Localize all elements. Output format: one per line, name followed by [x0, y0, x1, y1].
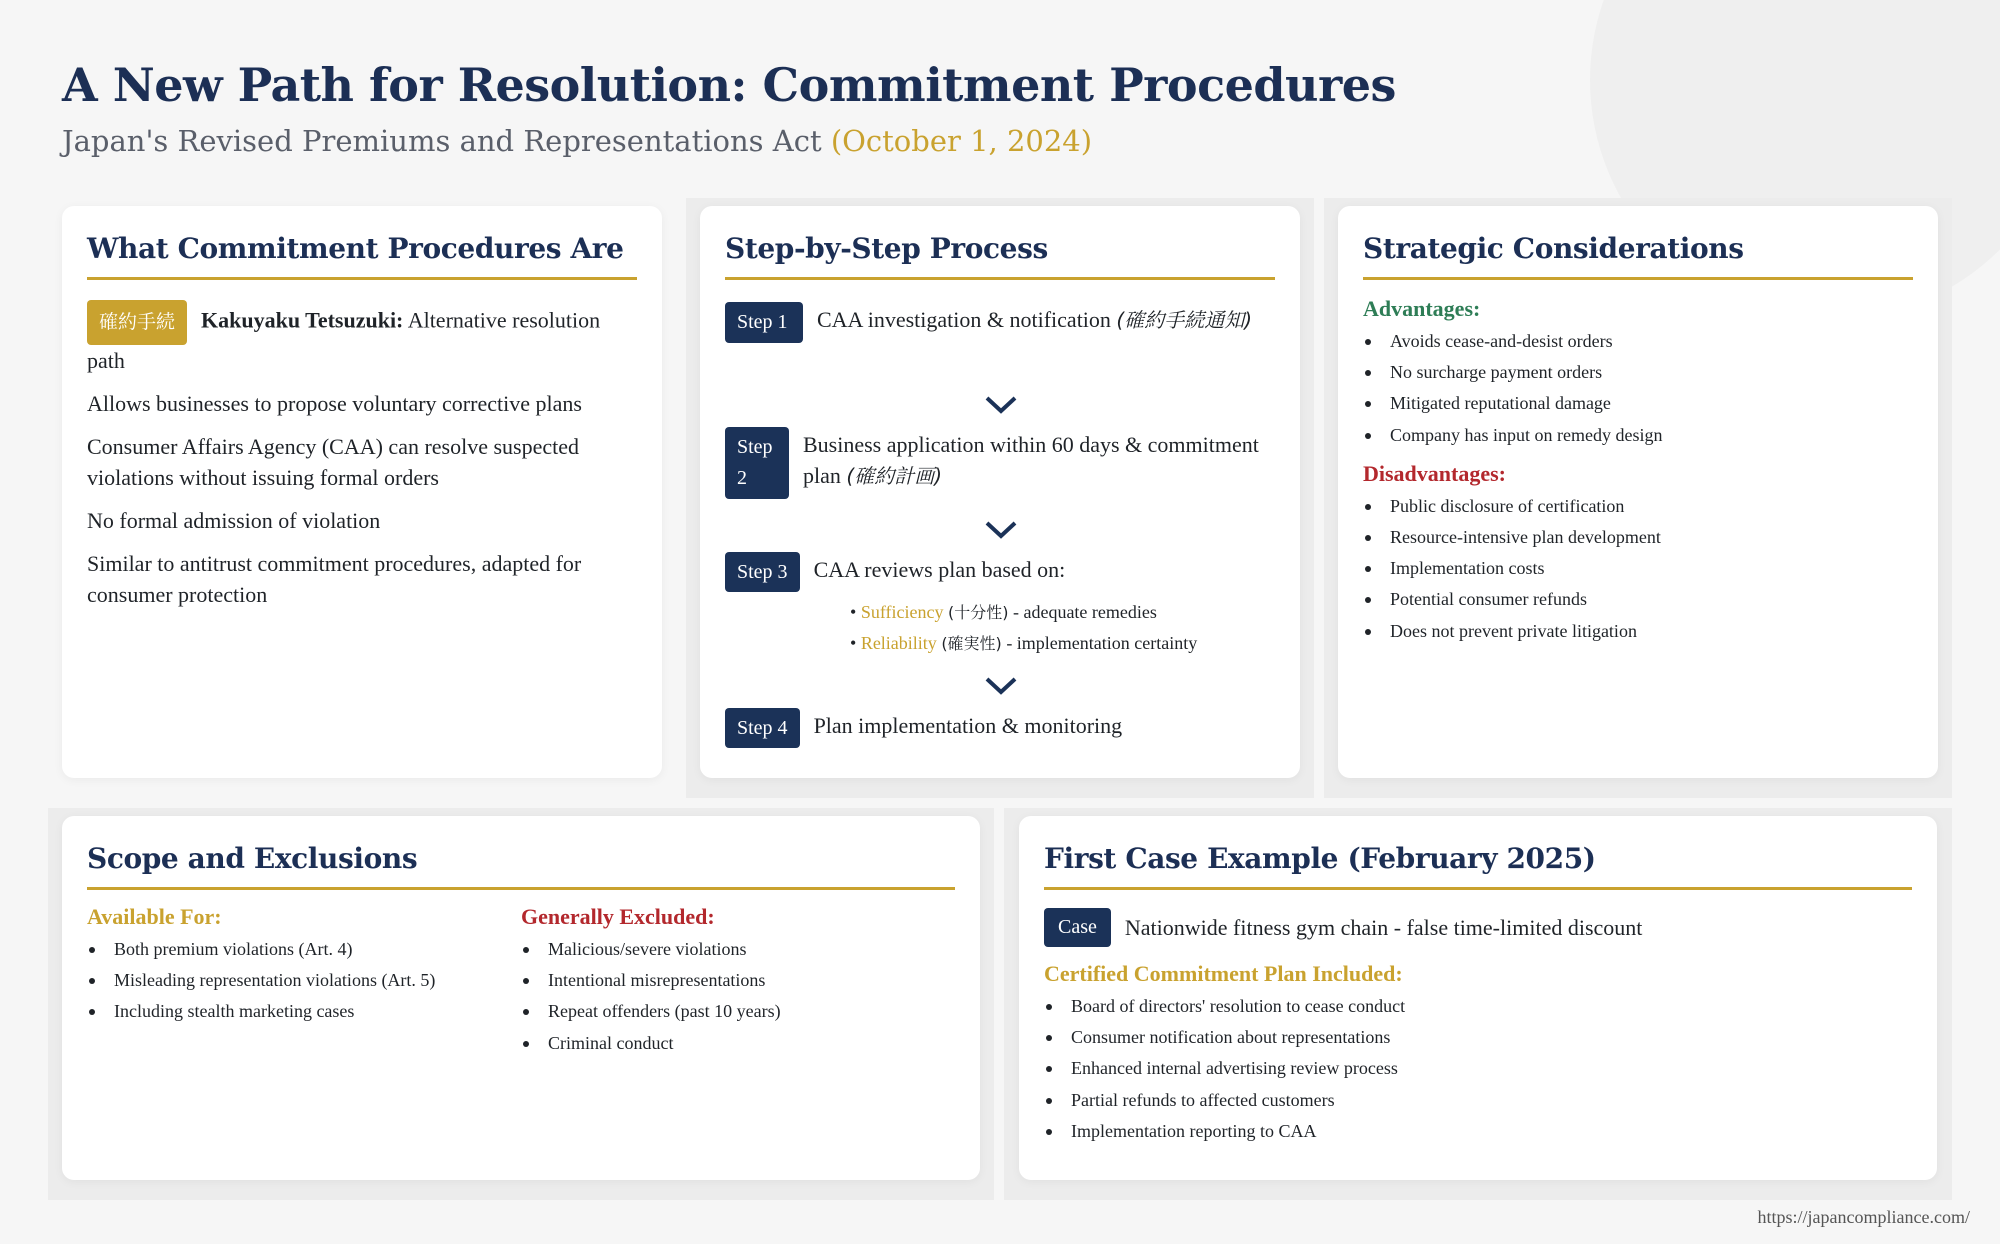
available-list — [87, 934, 521, 1028]
step-1-badge: Step 1 — [725, 302, 803, 343]
step-2-desc: Business application within 60 days & commitment plan — [803, 432, 1259, 488]
strategy-heading: Strategic Considerations — [1363, 232, 1913, 280]
list-item: Does not prevent private litigation — [1363, 616, 1913, 647]
criterion-1-desc: - adequate remedies — [1012, 602, 1157, 622]
step-2-text — [803, 429, 1275, 492]
available-column — [87, 904, 521, 1059]
list-item: Intentional misrepresentations — [521, 965, 955, 996]
case-card — [1019, 816, 1937, 1180]
list-item: Implementation reporting to CAA — [1044, 1116, 1912, 1147]
advantages-label: Advantages: — [1363, 296, 1481, 321]
chevron-down-icon — [983, 394, 1019, 416]
list-item: Consumer notification about representations — [1044, 1022, 1912, 1053]
step-2 — [725, 427, 1275, 499]
what-point-2: Consumer Affairs Agency (CAA) can resolve suspected violations without issuing formal orders — [87, 434, 580, 490]
list-item: Implementation costs — [1363, 553, 1913, 584]
case-badge: Case — [1044, 908, 1111, 947]
step-1-desc: CAA investigation & notification — [817, 307, 1111, 332]
list-item: Public disclosure of certification — [1363, 491, 1913, 522]
step-4-badge: Step 4 — [725, 708, 800, 748]
disadvantages-label: Disadvantages: — [1363, 460, 1507, 486]
list-item: Both premium violations (Art. 4) — [87, 934, 521, 965]
criterion-2-name: Reliability — [860, 633, 937, 653]
list-item: Including stealth marketing cases — [87, 996, 521, 1027]
list-item: Repeat offenders (past 10 years) — [521, 996, 955, 1027]
term-name: Kakuyaku Tetsuzuki: — [201, 307, 404, 333]
chevron-down-icon — [983, 519, 1019, 541]
step-3-badge: Step 3 — [725, 552, 800, 592]
excluded-column — [521, 904, 955, 1059]
plan-list — [1044, 991, 1912, 1147]
list-item: Mitigated reputational damage — [1363, 388, 1913, 419]
excluded-label: Generally Excluded: — [521, 904, 715, 929]
chevron-down-icon — [983, 675, 1019, 697]
criterion-reliability: • Reliability (確実性) - implementation certainty — [850, 633, 1198, 653]
disadvantages-list — [1363, 491, 1913, 647]
term-definition — [87, 300, 637, 376]
case-description: Nationwide fitness gym chain - false time-limited discount — [1124, 914, 1643, 940]
step-1 — [725, 302, 1275, 343]
step-3 — [725, 552, 1275, 592]
list-item: Company has input on remedy design — [1363, 420, 1913, 451]
what-point-1: Allows businesses to propose voluntary corrective plans — [87, 391, 582, 416]
plan-label: Certified Commitment Plan Included: — [1044, 961, 1403, 986]
subtitle-date: (October 1, 2024) — [830, 124, 1093, 158]
list-item: Malicious/severe violations — [521, 934, 955, 965]
what-point-4: Similar to antitrust commitment procedures, adapted for consumer protection — [87, 551, 582, 607]
subtitle-text: Japan's Revised Premiums and Representations Act — [62, 124, 822, 158]
criterion-sufficiency: • Sufficiency (十分性) - adequate remedies — [850, 602, 1157, 622]
scope-card — [62, 816, 980, 1180]
step-1-text — [817, 304, 1252, 336]
scope-heading: Scope and Exclusions — [87, 842, 955, 890]
what-heading: What Commitment Procedures Are — [87, 232, 637, 280]
scope-columns — [87, 904, 955, 1059]
page-subtitle — [62, 124, 1092, 158]
step-2-jp: (確約計画) — [846, 464, 942, 488]
list-item: No surcharge payment orders — [1363, 357, 1913, 388]
footer-url[interactable]: https://japancompliance.com/ — [1757, 1207, 1970, 1227]
step-4 — [725, 708, 1275, 748]
list-item: Enhanced internal advertising review process — [1044, 1053, 1912, 1084]
term-description: Alternative resolution path — [87, 307, 601, 373]
what-point-3: No formal admission of violation — [87, 508, 381, 533]
criterion-1-jp: (十分性) — [947, 603, 1009, 622]
list-item: Criminal conduct — [521, 1028, 955, 1059]
criterion-2-desc: - implementation certainty — [1006, 633, 1198, 653]
list-item: Avoids cease-and-desist orders — [1363, 326, 1913, 357]
step-1-jp: (確約手続通知) — [1116, 308, 1253, 332]
step-3-text: CAA reviews plan based on: — [813, 557, 1066, 582]
process-heading: Step-by-Step Process — [725, 232, 1275, 280]
kakuyaku-badge: 確約手続 — [87, 300, 187, 345]
list-item: Resource-intensive plan development — [1363, 522, 1913, 553]
criterion-1-name: Sufficiency — [860, 602, 944, 622]
step-2-badge: Step 2 — [725, 427, 789, 499]
excluded-list — [521, 934, 955, 1059]
case-heading: First Case Example (February 2025) — [1044, 842, 1912, 890]
process-card — [700, 206, 1300, 778]
case-row — [1044, 908, 1912, 947]
list-item: Board of directors' resolution to cease conduct — [1044, 991, 1912, 1022]
list-item: Misleading representation violations (Art. 5) — [87, 965, 521, 996]
criterion-2-jp: (確実性) — [941, 634, 1002, 653]
step-4-text: Plan implementation & monitoring — [813, 713, 1123, 738]
page-title: A New Path for Resolution: Commitment Procedures — [62, 58, 1396, 112]
strategy-card — [1338, 206, 1938, 778]
list-item: Partial refunds to affected customers — [1044, 1085, 1912, 1116]
list-item: Potential consumer refunds — [1363, 584, 1913, 615]
what-card — [62, 206, 662, 778]
advantages-list — [1363, 326, 1913, 451]
available-label: Available For: — [87, 904, 222, 929]
